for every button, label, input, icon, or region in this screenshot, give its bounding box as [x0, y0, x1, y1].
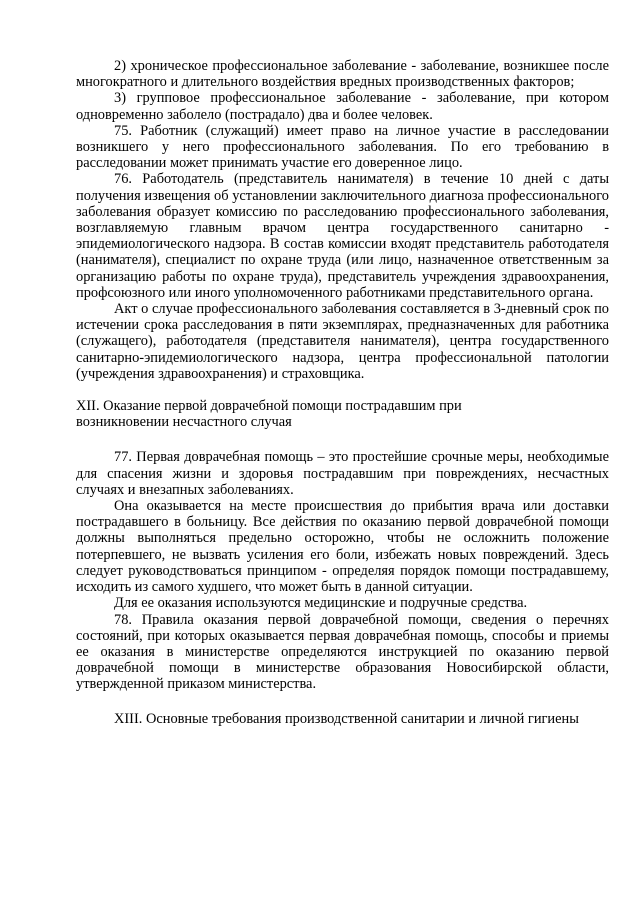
section-12-heading-line1: XII. Оказание первой доврачебной помощи пострадавшим при	[76, 398, 462, 415]
section-12-heading-line2: возникновении несчастного случая	[76, 414, 292, 431]
document-page	[76, 58, 609, 727]
paragraph-78: 78. Правила оказания первой доврачебной помощи, сведения о перечнях состояний, при которых оказывается первая доврачебная помощь, способы и приемы ее оказания в министерстве определяются инструкцией по оказанию первой доврачебной помощи в министерстве образования Новосибирской области, утвержденной приказом министерства.	[76, 611, 609, 693]
paragraph-act: Акт о случае профессионального заболевания составляется в 3-дневный срок по истечении срока расследования в пяти экземплярах, предназначенных для работника (служащего), работодателя (представителя нанимателя), центра государственного санитарно-эпидемиологического надзора, центра профессиональной патологии (учреждения здравоохранения) и страховщика.	[76, 301, 609, 382]
paragraph-75: 75. Работник (служащий) имеет право на личное участие в расследовании возникшего у него профессионального заболевания. По его требованию в расследовании может принимать участие его доверенное лицо.	[76, 122, 609, 172]
paragraph-77-continued: Она оказывается на месте происшествия до прибытия врача или доставки пострадавшего в больницу. Все действия по оказанию первой доврачебной помощи должны выполняться предельно осторожно, чтобы не осложнить положение потерпевшего, не вызвать усиления его боли, избежать новых повреждений. Здесь следует руководствоваться принципом - определяя порядок помощи пострадавшему, исходить из самого худшего, что может быть в данной ситуации.	[76, 498, 609, 596]
section-12-heading	[76, 398, 609, 430]
paragraph-item-2: 2) хроническое профессиональное заболевание - заболевание, возникшее после многократного и длительного воздействия вредных производственных факторов;	[76, 58, 609, 91]
paragraph-77-means: Для ее оказания используются медицинские и подручные средства.	[114, 595, 528, 612]
section-13-heading: XIII. Основные требования производственной санитарии и личной гигиены	[114, 710, 579, 727]
paragraph-77: 77. Первая доврачебная помощь – это простейшие срочные меры, необходимые для спасения жизни и здоровья пострадавшим при повреждениях, несчастных случаях и внезапных заболеваниях.	[76, 449, 609, 498]
paragraph-76: 76. Работодатель (представитель нанимателя) в течение 10 дней с даты получения извещения об установлении заключительного диагноза профессионального заболевания образует комиссию по расследованию профессионального заболевания, возглавляемую главным врачом центра государственного санитарно - эпидемиологического надзора. В состав комиссии входят представитель работодателя (нанимателя), специалист по охране труда (или лицо, назначенное ответственным за организацию работы по охране труда), представитель учреждения здравоохранения, профсоюзного или иного уполномоченного работниками представительного органа.	[76, 171, 609, 301]
paragraph-item-3: 3) групповое профессиональное заболевание - заболевание, при котором одновременно заболело (пострадало) два и более человек.	[76, 90, 609, 123]
